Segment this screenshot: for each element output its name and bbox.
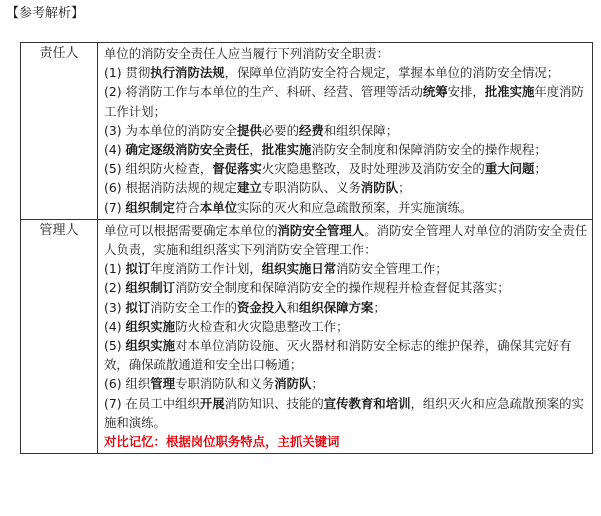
keyword-text: 批准实施 <box>261 142 312 158</box>
plain-text: 符合 <box>175 199 200 215</box>
plain-text: 必要的 <box>261 122 299 138</box>
duty-line <box>104 121 588 140</box>
keyword-text: 组织实施 <box>125 338 176 354</box>
keyword-text: 消防队 <box>274 376 312 392</box>
plain-text: 火灾隐患整改，及时处理涉及消防安全的 <box>261 161 485 177</box>
plain-text: 和 <box>286 299 299 315</box>
duty-line <box>104 317 588 336</box>
plain-text: 防火检查和火灾隐患整改工作； <box>175 318 349 334</box>
plain-text: 安排， <box>447 84 485 100</box>
keyword-text: 组织实施 <box>125 318 176 334</box>
duty-line <box>104 140 588 159</box>
duty-line <box>104 44 588 63</box>
plain-text: (6) 组织 <box>104 376 151 392</box>
keyword-text: 资金投入 <box>237 299 287 315</box>
keyword-text: 督促落实 <box>212 161 262 177</box>
duty-line <box>104 298 588 317</box>
table-row-responsible-person <box>21 43 593 220</box>
plain-text: ， <box>249 142 262 158</box>
keyword-text: 重大问题 <box>484 161 535 177</box>
plain-text: (2) <box>104 280 126 296</box>
plain-text: (7) <box>104 199 126 215</box>
keyword-text: 建立 <box>237 180 262 196</box>
keyword-text: 开展 <box>199 395 225 411</box>
keyword-text: 宣传教育和培训 <box>323 395 411 411</box>
duty-line <box>104 178 588 197</box>
responsibility-table <box>20 42 593 454</box>
plain-text: 专职消防队、义务 <box>261 180 361 196</box>
plain-text: ，组织灭火和应急疏散预案的实施和演练。 <box>104 395 584 430</box>
keyword-text: 消防队 <box>360 180 399 196</box>
duty-line <box>104 82 588 120</box>
keyword-text: 提供 <box>237 122 262 138</box>
plain-text: 单位可以根据需要确定本单位的 <box>104 222 278 238</box>
duty-line <box>104 159 588 178</box>
plain-text: 年度消防工作计划， <box>150 261 262 277</box>
keyword-text: 执行消防法规 <box>150 65 225 81</box>
plain-text: 年度消防工作计划； <box>104 84 584 119</box>
role-cell: 管理人 <box>21 219 98 453</box>
plain-text: (3) <box>104 299 126 315</box>
plain-text: 。消防安全管理人对单位的消防安全责任人负责，实施和组织落实下列消防安全管理工作： <box>104 222 588 258</box>
duty-line <box>104 336 588 374</box>
keyword-text: 管理 <box>150 376 176 392</box>
plain-text: (6) 根据消防法规的规定 <box>104 180 238 196</box>
duty-line <box>104 63 588 82</box>
keyword-text: 组织保障方案 <box>298 299 374 315</box>
keyword-text: 组织制定 <box>125 199 176 215</box>
duty-line <box>104 198 588 217</box>
plain-text: 消防安全工作的 <box>150 299 238 315</box>
keyword-text: 消防安全管理人 <box>277 222 365 238</box>
role-cell: 责任人 <box>21 43 98 220</box>
plain-text: (3) 为本单位的消防安全 <box>104 122 238 138</box>
plain-text: 消防知识、技能的 <box>224 395 324 411</box>
plain-text: (1) 贯彻 <box>104 65 151 81</box>
keyword-text: 批准实施 <box>484 84 535 100</box>
keyword-text: 组织制订 <box>125 280 176 296</box>
keyword-text: 经费 <box>298 122 324 138</box>
plain-text: (5) <box>104 338 126 354</box>
plain-text: ，保障单位消防安全符合规定，掌握本单位的消防安全情况； <box>224 65 560 81</box>
plain-text: ； <box>398 180 411 196</box>
keyword-text: 统筹 <box>422 84 448 100</box>
duty-line <box>104 221 588 259</box>
plain-text: (1) <box>104 261 126 277</box>
plain-text: 消防安全管理工作； <box>336 261 448 277</box>
section-title: 【参考解析】 <box>6 6 85 21</box>
plain-text: 单位的消防安全责任人应当履行下列消防安全职责： <box>104 46 389 61</box>
plain-text: 对本单位消防设施、灭火器材和消防安全标志的维护保养，确保其完好有效，确保疏散通道和安全出口畅通； <box>104 338 572 373</box>
content-cell <box>98 219 593 453</box>
duty-line <box>104 374 588 393</box>
keyword-text: 确定逐级消防安全责任 <box>125 142 250 158</box>
plain-text: 和组织保障； <box>323 122 399 138</box>
plain-text: (7) 在员工中组织 <box>104 395 200 411</box>
plain-text: (4) <box>104 142 126 158</box>
content-cell <box>98 43 593 220</box>
plain-text: 专职消防队和义务 <box>175 376 275 392</box>
keyword-text: 组织实施日常 <box>261 261 337 277</box>
duty-line <box>104 259 588 278</box>
duty-line <box>104 394 588 432</box>
plain-text: (5) 组织防火检查， <box>104 161 213 177</box>
duty-line <box>104 278 588 297</box>
plain-text: ； <box>373 299 386 315</box>
keyword-text: 拟订 <box>125 261 151 277</box>
keyword-text: 本单位 <box>199 199 238 215</box>
plain-text: 消防安全制度和保障消防安全的操作规程； <box>311 142 547 158</box>
plain-text: ； <box>311 376 324 392</box>
plain-text: (2) 将消防工作与本单位的生产、科研、经营、管理等活动 <box>104 84 423 100</box>
keyword-text: 拟订 <box>125 299 151 315</box>
plain-text: 消防安全制度和保障消防安全的操作规程并检查督促其落实； <box>175 280 510 296</box>
plain-text: 实际的灭火和应急疏散预案，并实施演练。 <box>237 199 473 215</box>
table-row-manager <box>21 219 593 453</box>
plain-text: ； <box>534 161 547 177</box>
memory-tip: 对比记忆：根据岗位职务特点，主抓关键词 <box>104 434 340 450</box>
plain-text: (4) <box>104 318 126 334</box>
